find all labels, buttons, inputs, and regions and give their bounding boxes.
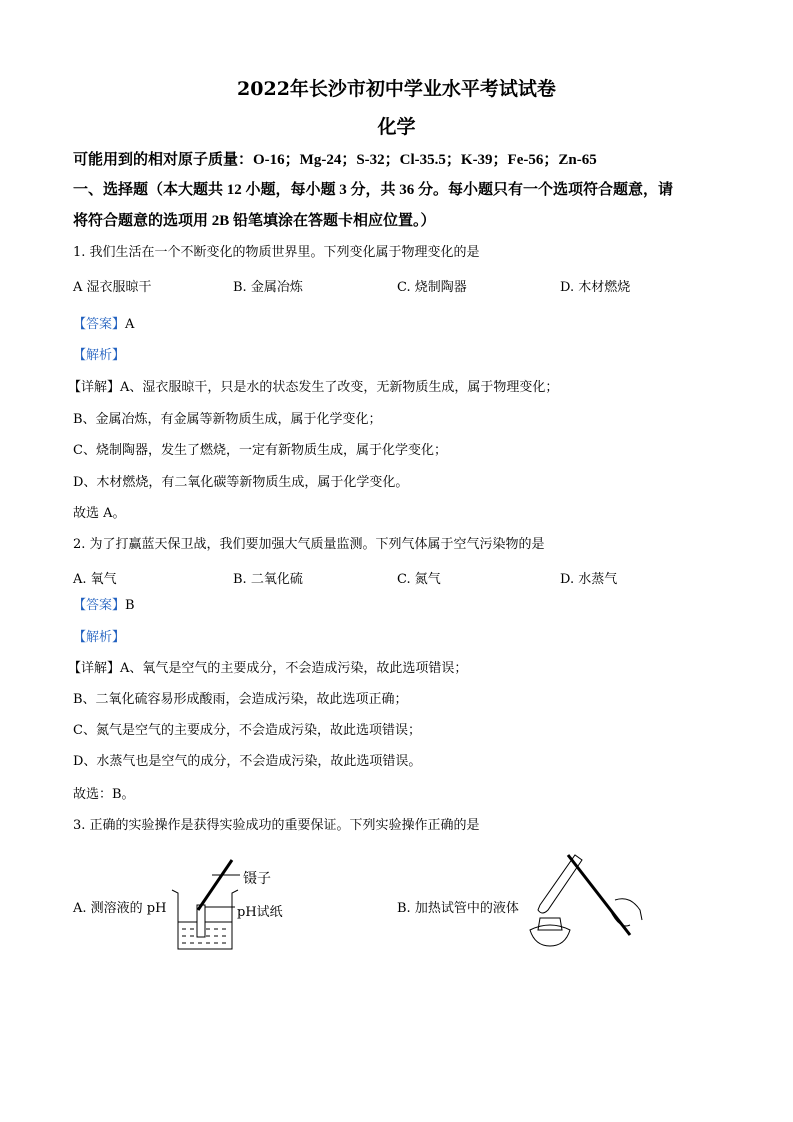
q2-detail: C、氮气是空气的主要成分，不会造成污染，故此选项错误；: [73, 723, 421, 738]
exam-title: 2022年长沙市初中学业水平考试试卷: [237, 78, 556, 100]
q1-detail: C、烧制陶器，发生了燃烧，一定有新物质生成，属于化学变化；: [73, 443, 447, 458]
q2-option-a: A. 氧气: [73, 572, 117, 587]
q3-stem: 3. 正确的实验操作是获得实验成功的重要保证。下列实验操作正确的是: [73, 818, 480, 833]
tweezers-label: 镊子: [243, 871, 271, 887]
section-heading-1: 一、选择题（本大题共 12 小题，每小题 3 分，共 36 分。每小题只有一个选项符合题意，请: [73, 182, 674, 198]
heating-test-tube-figure: [520, 850, 650, 950]
ph-test-figure: [160, 855, 310, 955]
atomic-masses: 可能用到的相对原子质量：O-16；Mg-24；S-32；Cl-35.5；K-39；Fe-56；Zn-65: [73, 152, 597, 168]
q1-option-c: C. 烧制陶器: [397, 280, 467, 295]
q1-option-b: B. 金属冶炼: [233, 280, 303, 295]
q1-option-d: D. 木材燃烧: [560, 280, 631, 295]
section-heading-2: 将符合题意的选项用 2B 铅笔填涂在答题卡相应位置。）: [73, 213, 436, 229]
q2-detail: D、水蒸气也是空气的成分，不会造成污染，故此选项错误。: [73, 754, 422, 769]
answer-tag: 【答案】: [73, 317, 126, 332]
q1-conclusion: 故选 A。: [73, 506, 126, 521]
subject-title: 化学: [377, 116, 416, 138]
q1-detail: 【详解】A、湿衣服晾干，只是水的状态发生了改变，无新物质生成，属于物理变化；: [68, 380, 559, 395]
q2-detail: 【详解】A、氧气是空气的主要成分，不会造成污染，故此选项错误；: [68, 661, 468, 676]
q2-option-c: C. 氮气: [397, 572, 441, 587]
q1-answer: [73, 317, 134, 333]
q1-detail: D、木材燃烧，有二氧化碳等新物质生成，属于化学变化。: [73, 475, 409, 490]
q2-stem: 2. 为了打赢蓝天保卫战，我们要加强大气质量监测。下列气体属于空气污染物的是: [73, 537, 545, 552]
q1-detail: B、金属冶炼，有金属等新物质生成，属于化学变化；: [73, 412, 382, 427]
q2-conclusion: 故选：B。: [73, 787, 135, 802]
q2-answer: [73, 598, 135, 614]
answer-value: A: [125, 317, 135, 332]
q2-detail: B、二氧化硫容易形成酸雨，会造成污染，故此选项正确；: [73, 692, 408, 707]
q3-option-b: B. 加热试管中的液体: [397, 901, 519, 916]
ph-paper-label: pH试纸: [237, 905, 283, 920]
answer-tag: 【答案】: [73, 598, 126, 613]
q3-option-a: A. 测溶液的 pH: [73, 901, 167, 916]
q1-option-a: A 湿衣服晾干: [73, 280, 152, 295]
q2-option-d: D. 水蒸气: [560, 572, 618, 587]
answer-value: B: [125, 598, 135, 613]
q1-analysis-tag: 【解析】: [73, 348, 126, 363]
q2-option-b: B. 二氧化硫: [233, 572, 303, 587]
q2-analysis-tag: 【解析】: [73, 630, 126, 645]
q1-stem: 1. 我们生活在一个不断变化的物质世界里。下列变化属于物理变化的是: [73, 245, 480, 260]
